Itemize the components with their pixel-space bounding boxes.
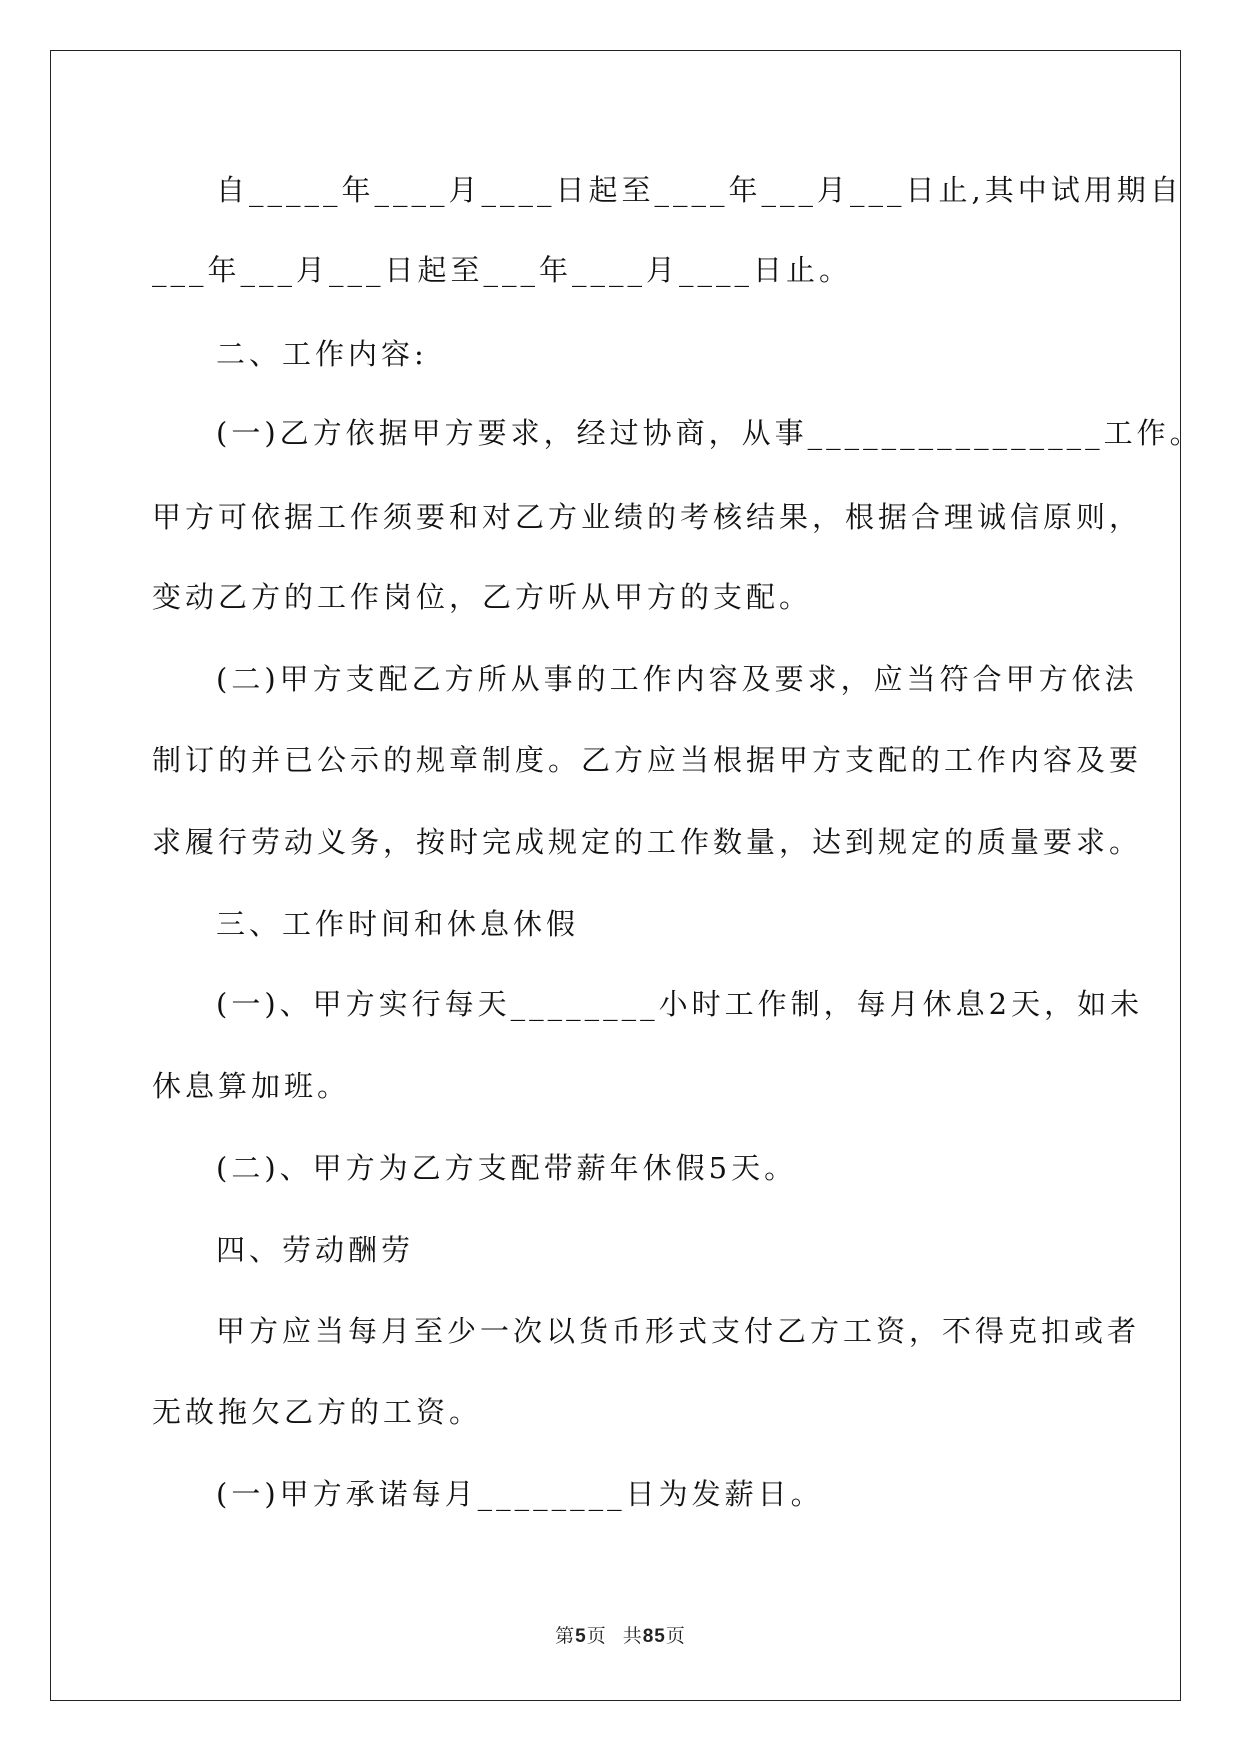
text-line: (二)、甲方为乙方支配带薪年休假5天。 bbox=[216, 1151, 798, 1185]
total-prefix: 共 bbox=[622, 1626, 643, 1647]
page-prefix: 第 bbox=[555, 1626, 576, 1647]
section-heading: 二、工作内容: bbox=[216, 337, 428, 371]
text-line: 变动乙方的工作岗位，乙方听从甲方的支配。 bbox=[152, 580, 813, 614]
text-line: (一)乙方依据甲方要求，经过协商，从事________________工作。 bbox=[216, 416, 1203, 450]
text-line: 无故拖欠乙方的工资。 bbox=[152, 1395, 483, 1429]
total-suffix: 页 bbox=[665, 1626, 686, 1647]
section-heading: 三、工作时间和休息休假 bbox=[216, 907, 580, 941]
page-footer bbox=[0, 1621, 1241, 1648]
text-line: 甲方应当每月至少一次以货币形式支付乙方工资，不得克扣或者 bbox=[216, 1314, 1141, 1348]
text-line: 休息算加班。 bbox=[152, 1069, 351, 1103]
text-line: 甲方可依据工作须要和对乙方业绩的考核结果，根据合理诚信原则， bbox=[152, 500, 1143, 534]
section-heading: 四、劳动酬劳 bbox=[216, 1233, 415, 1267]
text-line: (二)甲方支配乙方所从事的工作内容及要求，应当符合甲方依法 bbox=[216, 662, 1138, 696]
text-line: (一)、甲方实行每天________小时工作制，每月休息2天，如未 bbox=[216, 987, 1144, 1021]
text-line: 求履行劳动义务，按时完成规定的工作数量，达到规定的质量要求。 bbox=[152, 825, 1143, 859]
page-border bbox=[50, 50, 1181, 1701]
text-line: (一)甲方承诺每月________日为发薪日。 bbox=[216, 1477, 824, 1511]
page-number: 5 bbox=[575, 1626, 587, 1647]
total-pages: 85 bbox=[642, 1626, 666, 1647]
page-suffix: 页 bbox=[586, 1626, 607, 1647]
text-line: 制订的并已公示的规章制度。乙方应当根据甲方支配的工作内容及要 bbox=[152, 743, 1143, 777]
text-line: ___年___月___日起至___年____月____日止。 bbox=[152, 253, 853, 287]
text-line: 自_____年____月____日起至____年___月___日止,其中试用期自 bbox=[216, 173, 1183, 207]
